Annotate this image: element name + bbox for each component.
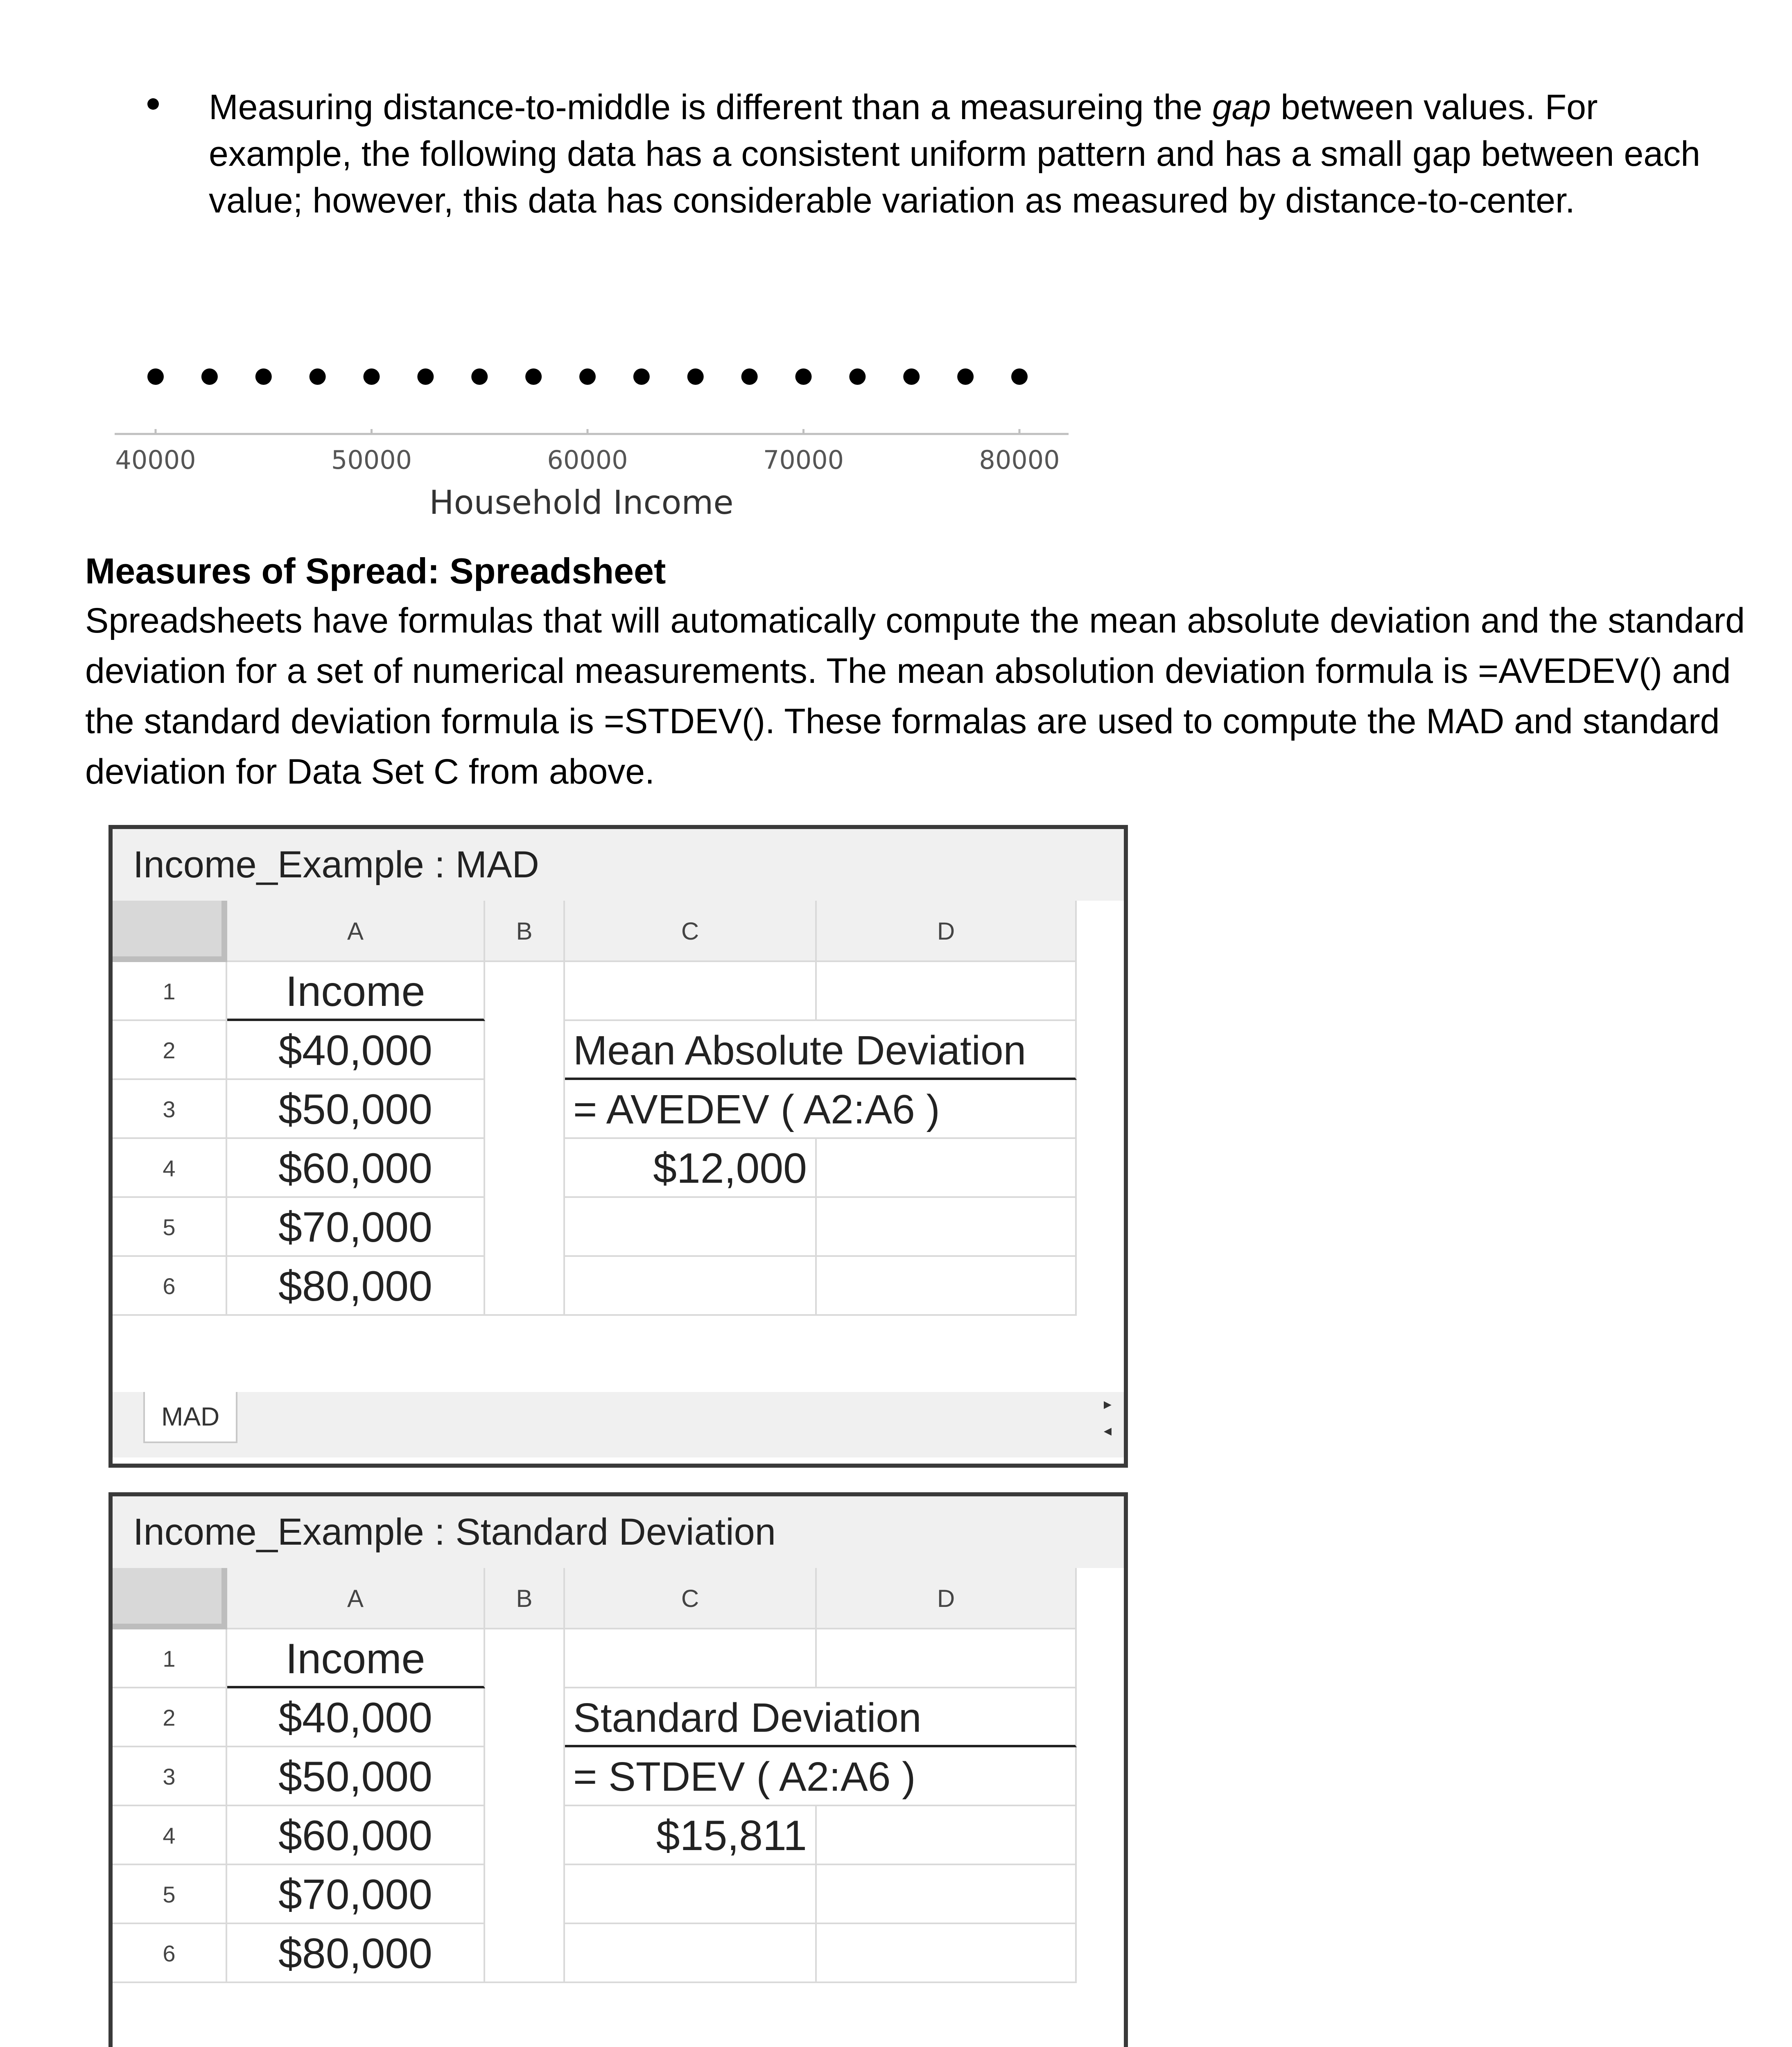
bullet-text-part2: between values. For example, the following data has a consistent uniform pattern and has a small gap between each value; however, this data has considerable variation as measured by distance-to-center. [209, 88, 1700, 220]
data-point-3 [255, 368, 272, 385]
row-header-4[interactable]: 4 [113, 1139, 227, 1198]
row-header-2[interactable]: 2 [113, 1021, 227, 1080]
cell-c3-mad-formula[interactable]: = AVEDEV ( A2:A6 ) [565, 1080, 1077, 1139]
spreadsheet-panel-sd [108, 1492, 1128, 2047]
row-header-1[interactable]: 1 [113, 1629, 227, 1688]
section-paragraph: Spreadsheets have formulas that will automatically compute the mean absolute deviation and the standard deviation for a set of numerical measurements. The mean absolution deviation formula is =AVEDEV() and the standard deviation formula is =STDEV(). These formalas are used to compute the MAD and standard deviation for Data Set C from above. [85, 601, 1745, 791]
row-header-6[interactable]: 6 [113, 1257, 227, 1316]
cell-c4-mad-result[interactable]: $12,000 [565, 1139, 817, 1198]
spreadsheet-panel-mad [108, 825, 1128, 1468]
column-b-cells[interactable] [485, 1629, 565, 1983]
cell-c6[interactable] [565, 1924, 817, 1983]
bullet-point [147, 98, 159, 110]
row-header-4[interactable]: 4 [113, 1806, 227, 1865]
cell-a4[interactable]: $60,000 [227, 1806, 485, 1865]
data-point-13 [795, 368, 812, 385]
cell-a2[interactable]: $40,000 [227, 1021, 485, 1080]
column-header-c[interactable]: C [565, 901, 817, 962]
x-axis-label: Household Income [429, 484, 734, 522]
column-header-b[interactable]: B [485, 901, 565, 962]
x-tick-label-50000: 50000 [331, 445, 412, 475]
data-point-8 [525, 368, 542, 385]
household-income-dotplot [115, 340, 1069, 532]
row-header-1[interactable]: 1 [113, 962, 227, 1021]
data-point-12 [741, 368, 758, 385]
data-point-1 [147, 368, 164, 385]
data-point-11 [687, 368, 704, 385]
x-tick-label-70000: 70000 [763, 445, 844, 475]
cell-c2-mad-label[interactable]: Mean Absolute Deviation [565, 1021, 1077, 1080]
x-tick-label-40000: 40000 [115, 445, 196, 475]
data-point-2 [201, 368, 218, 385]
cell-c6[interactable] [565, 1257, 817, 1316]
column-header-c[interactable]: C [565, 1568, 817, 1629]
sheet-tab-mad[interactable]: MAD [143, 1392, 237, 1443]
cell-d5[interactable] [817, 1865, 1077, 1924]
cell-c2-sd-label[interactable]: Standard Deviation [565, 1688, 1077, 1747]
row-header-5[interactable]: 5 [113, 1865, 227, 1924]
cell-d6[interactable] [817, 1924, 1077, 1983]
data-point-9 [579, 368, 596, 385]
cell-c4-sd-result[interactable]: $15,811 [565, 1806, 817, 1865]
cell-a1[interactable]: Income [227, 1629, 485, 1688]
data-point-14 [849, 368, 865, 385]
data-point-6 [417, 368, 434, 385]
data-point-7 [471, 368, 488, 385]
column-b-cells[interactable] [485, 962, 565, 1316]
panel-title-sd: Income_Example : Standard Deviation [113, 1496, 1124, 1568]
column-header-a[interactable]: A [227, 1568, 485, 1629]
data-point-4 [310, 368, 326, 385]
cell-d6[interactable] [817, 1257, 1077, 1316]
row-header-3[interactable]: 3 [113, 1747, 227, 1806]
data-point-17 [1011, 368, 1028, 385]
cell-d4[interactable] [817, 1139, 1077, 1198]
cell-a1[interactable]: Income [227, 962, 485, 1021]
data-point-5 [364, 368, 380, 385]
data-point-15 [903, 368, 920, 385]
select-all-corner[interactable] [113, 901, 227, 962]
cell-d5[interactable] [817, 1198, 1077, 1257]
x-tick-label-80000: 80000 [979, 445, 1060, 475]
column-header-d[interactable]: D [817, 901, 1077, 962]
row-header-2[interactable]: 2 [113, 1688, 227, 1747]
tab-scroll-right-icon[interactable]: ▸ [1103, 1396, 1112, 1413]
cell-c1[interactable] [565, 962, 817, 1021]
bullet-text-part1: Measuring distance-to-middle is different than a measureing the [209, 88, 1212, 127]
cell-c5[interactable] [565, 1865, 817, 1924]
cell-a6[interactable]: $80,000 [227, 1924, 485, 1983]
cell-a3[interactable]: $50,000 [227, 1747, 485, 1806]
cell-d1[interactable] [817, 962, 1077, 1021]
cell-a5[interactable]: $70,000 [227, 1865, 485, 1924]
column-header-a[interactable]: A [227, 901, 485, 962]
row-header-6[interactable]: 6 [113, 1924, 227, 1983]
cell-a4[interactable]: $60,000 [227, 1139, 485, 1198]
cell-c1[interactable] [565, 1629, 817, 1688]
column-header-b[interactable]: B [485, 1568, 565, 1629]
x-tick-label-60000: 60000 [547, 445, 628, 475]
cell-a6[interactable]: $80,000 [227, 1257, 485, 1316]
row-header-3[interactable]: 3 [113, 1080, 227, 1139]
tab-scroll-left-icon[interactable]: ◂ [1103, 1422, 1112, 1439]
cell-c3-sd-formula[interactable]: = STDEV ( A2:A6 ) [565, 1747, 1077, 1806]
cell-d4[interactable] [817, 1806, 1077, 1865]
bullet-emphasis: gap [1212, 88, 1271, 127]
intro-bullet-text [209, 84, 1703, 224]
cell-d1[interactable] [817, 1629, 1077, 1688]
row-header-5[interactable]: 5 [113, 1198, 227, 1257]
cell-a5[interactable]: $70,000 [227, 1198, 485, 1257]
data-point-16 [957, 368, 974, 385]
sheet-tab-bar-mad [113, 1392, 1124, 1457]
section-title: Measures of Spread: Spreadsheet [85, 551, 666, 591]
panel-title-mad: Income_Example : MAD [113, 829, 1124, 901]
select-all-corner[interactable] [113, 1568, 227, 1629]
cell-a3[interactable]: $50,000 [227, 1080, 485, 1139]
data-point-10 [633, 368, 650, 385]
cell-c5[interactable] [565, 1198, 817, 1257]
cell-a2[interactable]: $40,000 [227, 1688, 485, 1747]
column-header-d[interactable]: D [817, 1568, 1077, 1629]
